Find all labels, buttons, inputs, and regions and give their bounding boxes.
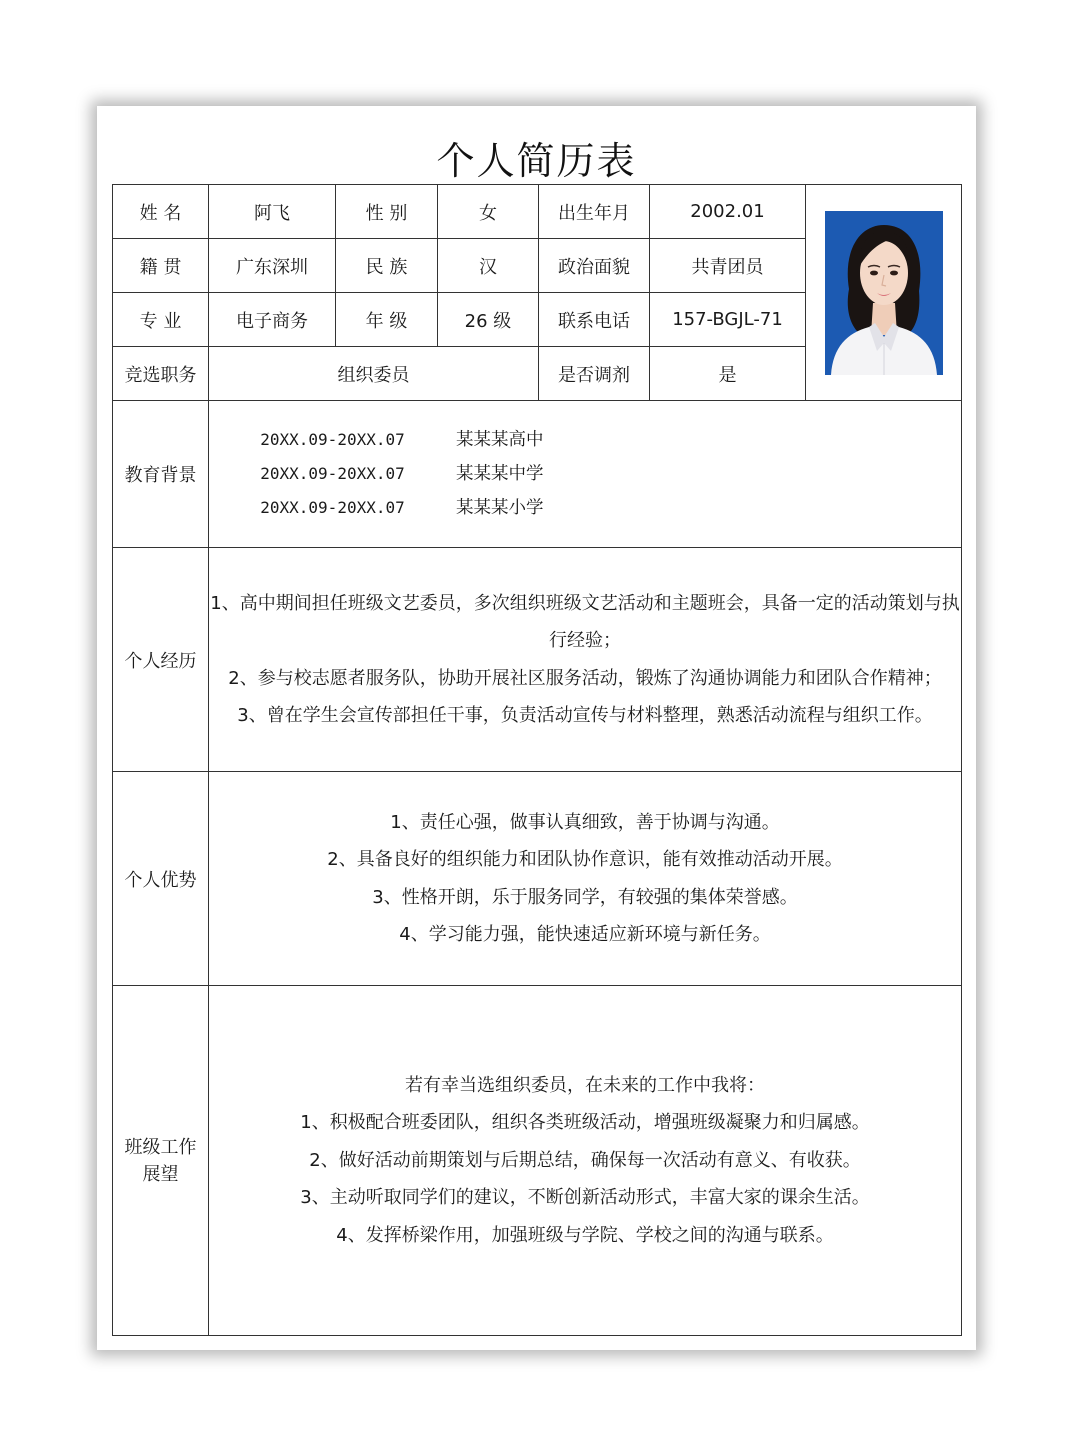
birth-label: 出生年月 [539,185,650,239]
strength-line: 4、学习能力强，能快速适应新环境与新任务。 [399,924,771,945]
outlook-line: 2、做好活动前期策划与后期总结，确保每一次活动有意义、有收获。 [309,1149,861,1171]
experience-line: 1、高中期间担任班级文艺委员，多次组织班级文艺活动和主题班会，具备一定的活动策划与执行经验； [210,592,960,651]
strength-line: 1、责任心强，做事认真细致，善于协调与沟通。 [390,811,780,833]
strength-line: 2、具备良好的组织能力和团队协作意识，能有效推动活动开展。 [327,849,843,870]
outlook-line: 1、积极配合班委团队，组织各类班级活动，增强班级凝聚力和归属感。 [300,1112,870,1134]
row-experience [113,548,962,772]
education-school: 某某某中学 [456,464,544,484]
political-value: 共青团员 [650,239,806,293]
experience-line: 3、曾在学生会宣传部担任干事，负责活动宣传与材料整理，熟悉活动流程与组织工作。 [237,705,933,726]
experience-line: 2、参与校志愿者服务队，协助开展社区服务活动，锻炼了沟通协调能力和团队合作精神； [228,667,942,689]
row-education [113,401,962,548]
ethnicity-value: 汉 [438,239,539,293]
phone-label: 联系电话 [539,293,650,347]
origin-value: 广东深圳 [209,239,336,293]
education-school: 某某某高中 [456,430,544,450]
experience-label: 个人经历 [113,548,209,772]
education-item [209,423,961,457]
gender-value: 女 [438,185,539,239]
outlook-label-line: 展望 [142,1163,179,1185]
ethnicity-label: 民 族 [336,239,438,293]
education-period: 20XX.09-20XX.07 [260,464,405,483]
outlook-line: 4、发挥桥梁作用，加强班级与学院、学校之间的沟通与联系。 [336,1224,834,1246]
experience-content [209,548,962,772]
portrait-image [825,211,943,375]
resume-sheet [97,106,976,1350]
row-strengths [113,772,962,986]
outlook-line: 3、主动听取同学们的建议，不断创新活动形式，丰富大家的课余生活。 [300,1187,870,1209]
id-photo [825,211,943,375]
education-period: 20XX.09-20XX.07 [260,498,405,517]
position-value: 组织委员 [209,347,539,401]
phone-value: 157-BGJL-71 [650,293,806,347]
adjust-label: 是否调剂 [539,347,650,401]
photo-cell [806,185,962,401]
education-content [209,401,962,548]
strengths-label: 个人优势 [113,772,209,986]
major-label: 专 业 [113,293,209,347]
outlook-content [209,986,962,1336]
outlook-line: 若有幸当选组织委员，在未来的工作中我将： [405,1074,765,1096]
political-label: 政治面貌 [539,239,650,293]
name-value: 阿飞 [209,185,336,239]
adjust-value: 是 [650,347,806,401]
education-period: 20XX.09-20XX.07 [260,430,405,449]
gender-label: 性 别 [336,185,438,239]
strength-line: 3、性格开朗，乐于服务同学，有较强的集体荣誉感。 [372,886,798,908]
outlook-label-line: 班级工作 [124,1136,197,1158]
major-value: 电子商务 [209,293,336,347]
birth-value: 2002.01 [650,185,806,239]
name-label: 姓 名 [113,185,209,239]
origin-label: 籍 贯 [113,239,209,293]
resume-table [112,184,962,1336]
row-outlook [113,986,962,1336]
strengths-content [209,772,962,986]
education-item [209,491,961,525]
position-label: 竞选职务 [113,347,209,401]
education-label: 教育背景 [113,401,209,548]
education-school: 某某某小学 [456,498,544,518]
grade-value: 26 级 [438,293,539,347]
education-item [209,457,961,491]
row-name [113,185,962,239]
page-title: 个人简历表 [436,139,637,183]
grade-label: 年 级 [336,293,438,347]
outlook-label [113,986,209,1336]
